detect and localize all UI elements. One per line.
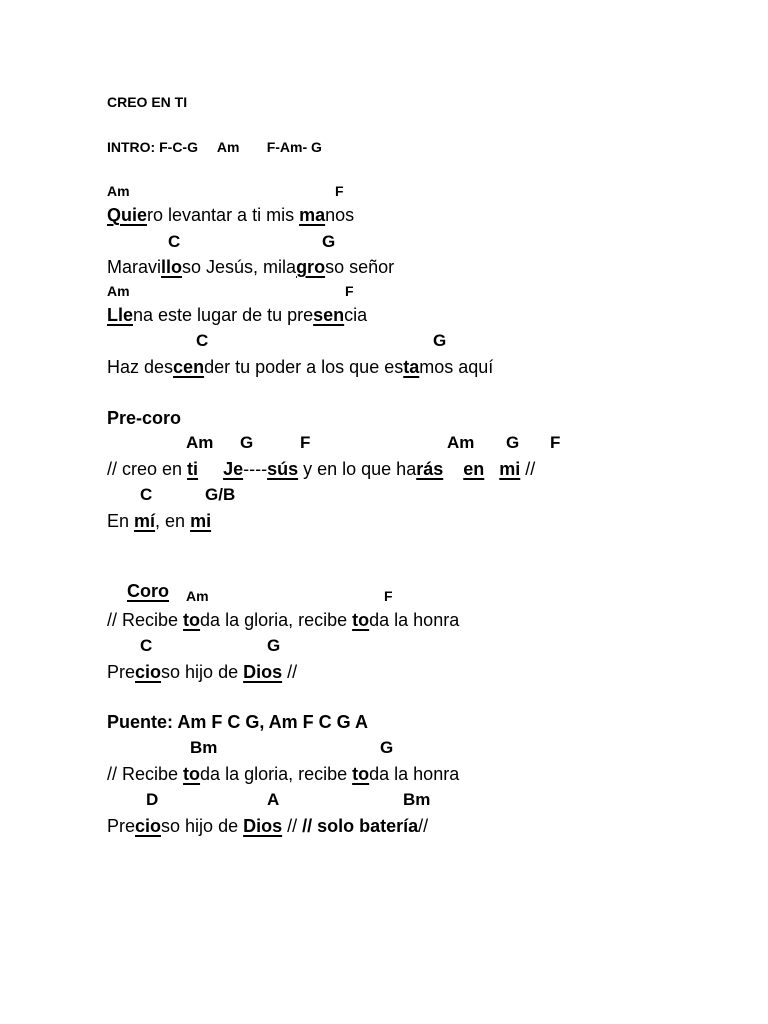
chord-label: Bm (190, 738, 218, 757)
lyric-text: da la honra (369, 764, 460, 784)
stressed-syllable: gro (296, 257, 326, 277)
puente-heading: Puente: Am F C G, Am F C G A (107, 712, 369, 732)
puente-line-1 (107, 765, 459, 783)
lyric-text: // (520, 459, 536, 479)
stressed-syllable: en (463, 459, 485, 479)
lyric-text: // (418, 816, 429, 836)
lyric-text: da la gloria, recibe (200, 764, 353, 784)
stressed-syllable: mi (190, 511, 212, 531)
lyric-text: ---- (243, 459, 268, 479)
stressed-syllable: rás (416, 459, 444, 479)
chord-label: G (240, 433, 254, 452)
stressed-syllable: llo (161, 257, 183, 277)
puente-line-2 (107, 817, 428, 835)
lyric-text: En (107, 511, 135, 531)
lyric-text: // solo batería (302, 816, 419, 836)
chord-label: Am (107, 183, 130, 199)
stressed-syllable: Je (223, 459, 244, 479)
stressed-syllable: mi (499, 459, 521, 479)
chord-label: F (345, 283, 354, 299)
lyric-text (198, 459, 223, 479)
chord-label: Am (186, 433, 214, 452)
chord-label: F (300, 433, 311, 452)
stressed-syllable: to (352, 610, 370, 630)
lyric-text: // Recibe (107, 764, 184, 784)
stressed-syllable: ti (187, 459, 199, 479)
stressed-syllable: to (183, 610, 201, 630)
lyric-text: da la gloria, recibe (200, 610, 353, 630)
intro-chords: INTRO: F-C-G Am F-Am- G (107, 139, 322, 155)
lyric-text: ro levantar a ti mis (147, 205, 300, 225)
chord-label: G (433, 331, 447, 350)
precoro-line-1 (107, 460, 535, 478)
chord-label: C (140, 636, 153, 655)
chord-label: G/B (205, 485, 236, 504)
chord-label: C (140, 485, 153, 504)
chord-label: F (550, 433, 561, 452)
stressed-syllable: cio (135, 662, 162, 682)
lyric-text: mos aquí (419, 357, 494, 377)
stressed-syllable: sen (313, 305, 345, 325)
lyric-text: // Recibe (107, 610, 184, 630)
coro-line-1 (107, 611, 459, 629)
stressed-syllable: Quie (107, 205, 148, 225)
verse-line-3 (107, 306, 367, 324)
lyric-text: // (282, 816, 303, 836)
chord-label: A (267, 790, 280, 809)
chord-label: Bm (403, 790, 431, 809)
coro-heading: Coro (127, 581, 170, 601)
lyric-text: // (282, 662, 298, 682)
chord-label: C (168, 232, 181, 251)
chord-label: Am (107, 283, 130, 299)
precoro-heading: Pre-coro (107, 408, 182, 428)
lyric-text: cia (344, 305, 368, 325)
lyric-text: so Jesús, mila (182, 257, 297, 277)
lyric-text: Haz des (107, 357, 174, 377)
coro-line-2 (107, 663, 297, 681)
stressed-syllable: ta (403, 357, 420, 377)
chord-label: D (146, 790, 159, 809)
lyric-text: , en (155, 511, 191, 531)
chord-label: G (267, 636, 281, 655)
lyric-text (443, 459, 463, 479)
chord-label: G (380, 738, 394, 757)
stressed-syllable: to (183, 764, 201, 784)
stressed-syllable: mí (134, 511, 156, 531)
stressed-syllable: sús (267, 459, 299, 479)
stressed-syllable: Lle (107, 305, 134, 325)
stressed-syllable: to (352, 764, 370, 784)
chord-label: Am (186, 588, 209, 604)
lyric-text: Pre (107, 662, 136, 682)
song-title: CREO EN TI (107, 94, 188, 110)
chord-label: Am (447, 433, 475, 452)
chord-label: C (196, 331, 209, 350)
chord-label: G (322, 232, 336, 251)
stressed-syllable: ma (299, 205, 326, 225)
lyric-text: y en lo que ha (298, 459, 417, 479)
verse-line-2 (107, 258, 394, 276)
stressed-syllable: Dios (243, 816, 283, 836)
chord-label: F (384, 588, 393, 604)
lyric-text: Pre (107, 816, 136, 836)
lyric-text: da la honra (369, 610, 460, 630)
verse-line-1 (107, 206, 354, 224)
precoro-line-2 (107, 512, 211, 530)
stressed-syllable: Dios (243, 662, 283, 682)
lyric-text: der tu poder a los que es (204, 357, 404, 377)
lyric-text: nos (325, 205, 355, 225)
verse-line-4 (107, 358, 493, 376)
stressed-syllable: cio (135, 816, 162, 836)
lyric-text: // creo en (107, 459, 188, 479)
lyric-text (484, 459, 499, 479)
lyric-text: so hijo de (161, 662, 244, 682)
lyric-text: Maravi (107, 257, 162, 277)
chord-label: G (506, 433, 520, 452)
lyric-text: so señor (325, 257, 395, 277)
lyric-text: so hijo de (161, 816, 244, 836)
lyric-text: na este lugar de tu pre (133, 305, 314, 325)
stressed-syllable: cen (173, 357, 205, 377)
chord-label: F (335, 183, 344, 199)
